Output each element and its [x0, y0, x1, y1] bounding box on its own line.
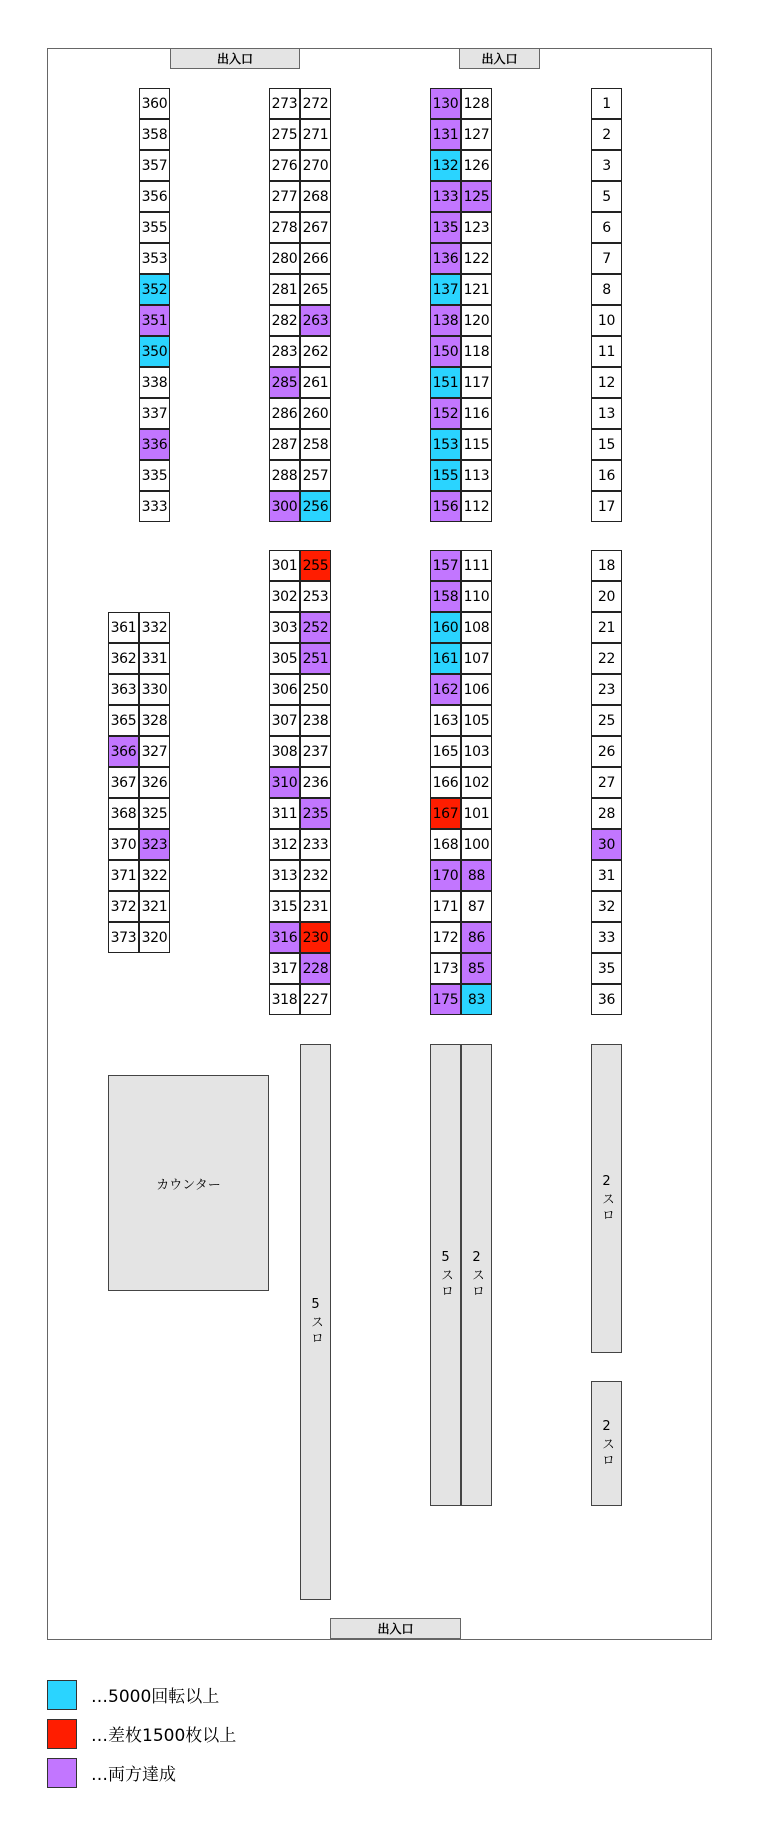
machine-267: 267 — [300, 212, 331, 243]
legend-item-red — [47, 1718, 236, 1749]
machine-130: 130 — [430, 88, 461, 119]
machine-256: 256 — [300, 491, 331, 522]
machine-172: 172 — [430, 922, 461, 953]
machine-338: 338 — [139, 367, 170, 398]
entrance-bottom: 出入口 — [330, 1618, 461, 1639]
counter — [108, 1075, 269, 1291]
machine-227: 227 — [300, 984, 331, 1015]
machine-321: 321 — [139, 891, 170, 922]
machine-156: 156 — [430, 491, 461, 522]
machine-158: 158 — [430, 581, 461, 612]
machine-17: 17 — [591, 491, 622, 522]
counter-label: カウンター — [156, 1177, 221, 1193]
machine-88: 88 — [461, 860, 492, 891]
machine-260: 260 — [300, 398, 331, 429]
machine-166: 166 — [430, 767, 461, 798]
machine-168: 168 — [430, 829, 461, 860]
machine-273: 273 — [269, 88, 300, 119]
machine-102: 102 — [461, 767, 492, 798]
machine-113: 113 — [461, 460, 492, 491]
machine-230: 230 — [300, 922, 331, 953]
machine-335: 335 — [139, 460, 170, 491]
machine-373: 373 — [108, 922, 139, 953]
machine-365: 365 — [108, 705, 139, 736]
machine-371: 371 — [108, 860, 139, 891]
legend-label: …差枚1500枚以上 — [91, 1726, 237, 1746]
machine-175: 175 — [430, 984, 461, 1015]
machine-302: 302 — [269, 581, 300, 612]
slot-island-2slo-upper — [591, 1044, 622, 1353]
machine-107: 107 — [461, 643, 492, 674]
machine-370: 370 — [108, 829, 139, 860]
machine-105: 105 — [461, 705, 492, 736]
machine-300: 300 — [269, 491, 300, 522]
machine-33: 33 — [591, 922, 622, 953]
machine-276: 276 — [269, 150, 300, 181]
island-label: 5スロ — [308, 1297, 323, 1347]
machine-23: 23 — [591, 674, 622, 705]
machine-232: 232 — [300, 860, 331, 891]
machine-125: 125 — [461, 181, 492, 212]
machine-111: 111 — [461, 550, 492, 581]
machine-285: 285 — [269, 367, 300, 398]
machine-238: 238 — [300, 705, 331, 736]
machine-331: 331 — [139, 643, 170, 674]
machine-280: 280 — [269, 243, 300, 274]
machine-153: 153 — [430, 429, 461, 460]
machine-15: 15 — [591, 429, 622, 460]
machine-8: 8 — [591, 274, 622, 305]
machine-120: 120 — [461, 305, 492, 336]
machine-10: 10 — [591, 305, 622, 336]
machine-368: 368 — [108, 798, 139, 829]
slot-island-5slo-center — [300, 1044, 331, 1600]
machine-22: 22 — [591, 643, 622, 674]
machine-272: 272 — [300, 88, 331, 119]
machine-28: 28 — [591, 798, 622, 829]
machine-315: 315 — [269, 891, 300, 922]
machine-112: 112 — [461, 491, 492, 522]
machine-27: 27 — [591, 767, 622, 798]
machine-367: 367 — [108, 767, 139, 798]
machine-126: 126 — [461, 150, 492, 181]
legend-label: …両方達成 — [91, 1765, 176, 1785]
machine-287: 287 — [269, 429, 300, 460]
machine-36: 36 — [591, 984, 622, 1015]
machine-136: 136 — [430, 243, 461, 274]
machine-301: 301 — [269, 550, 300, 581]
island-label: 2スロ — [469, 1250, 484, 1300]
machine-333: 333 — [139, 491, 170, 522]
machine-320: 320 — [139, 922, 170, 953]
machine-366: 366 — [108, 736, 139, 767]
machine-372: 372 — [108, 891, 139, 922]
machine-106: 106 — [461, 674, 492, 705]
machine-252: 252 — [300, 612, 331, 643]
machine-262: 262 — [300, 336, 331, 367]
machine-3: 3 — [591, 150, 622, 181]
machine-328: 328 — [139, 705, 170, 736]
machine-311: 311 — [269, 798, 300, 829]
machine-160: 160 — [430, 612, 461, 643]
machine-161: 161 — [430, 643, 461, 674]
machine-265: 265 — [300, 274, 331, 305]
machine-261: 261 — [300, 367, 331, 398]
machine-258: 258 — [300, 429, 331, 460]
machine-278: 278 — [269, 212, 300, 243]
machine-108: 108 — [461, 612, 492, 643]
machine-18: 18 — [591, 550, 622, 581]
machine-6: 6 — [591, 212, 622, 243]
machine-356: 356 — [139, 181, 170, 212]
entrance-top-right: 出入口 — [459, 48, 540, 69]
machine-332: 332 — [139, 612, 170, 643]
machine-352: 352 — [139, 274, 170, 305]
machine-286: 286 — [269, 398, 300, 429]
machine-288: 288 — [269, 460, 300, 491]
machine-25: 25 — [591, 705, 622, 736]
machine-162: 162 — [430, 674, 461, 705]
machine-85: 85 — [461, 953, 492, 984]
machine-325: 325 — [139, 798, 170, 829]
machine-305: 305 — [269, 643, 300, 674]
island-label: 5スロ — [438, 1250, 453, 1300]
legend-swatch — [47, 1680, 77, 1710]
machine-30: 30 — [591, 829, 622, 860]
machine-127: 127 — [461, 119, 492, 150]
machine-20: 20 — [591, 581, 622, 612]
machine-116: 116 — [461, 398, 492, 429]
machine-31: 31 — [591, 860, 622, 891]
machine-121: 121 — [461, 274, 492, 305]
machine-281: 281 — [269, 274, 300, 305]
machine-353: 353 — [139, 243, 170, 274]
machine-137: 137 — [430, 274, 461, 305]
machine-275: 275 — [269, 119, 300, 150]
machine-110: 110 — [461, 581, 492, 612]
island-label: 2スロ — [599, 1173, 614, 1224]
machine-318: 318 — [269, 984, 300, 1015]
machine-151: 151 — [430, 367, 461, 398]
machine-282: 282 — [269, 305, 300, 336]
machine-312: 312 — [269, 829, 300, 860]
legend-label: …5000回転以上 — [91, 1687, 220, 1707]
machine-363: 363 — [108, 674, 139, 705]
machine-7: 7 — [591, 243, 622, 274]
machine-115: 115 — [461, 429, 492, 460]
machine-283: 283 — [269, 336, 300, 367]
machine-11: 11 — [591, 336, 622, 367]
machine-270: 270 — [300, 150, 331, 181]
machine-236: 236 — [300, 767, 331, 798]
machine-307: 307 — [269, 705, 300, 736]
entrance-top-left: 出入口 — [170, 48, 300, 69]
machine-123: 123 — [461, 212, 492, 243]
machine-255: 255 — [300, 550, 331, 581]
machine-337: 337 — [139, 398, 170, 429]
machine-165: 165 — [430, 736, 461, 767]
machine-233: 233 — [300, 829, 331, 860]
machine-87: 87 — [461, 891, 492, 922]
machine-2: 2 — [591, 119, 622, 150]
slot-island-5slo-right — [430, 1044, 461, 1506]
machine-150: 150 — [430, 336, 461, 367]
machine-306: 306 — [269, 674, 300, 705]
machine-257: 257 — [300, 460, 331, 491]
island-label: 2スロ — [599, 1418, 614, 1469]
machine-103: 103 — [461, 736, 492, 767]
slot-island-2slo-right — [461, 1044, 492, 1506]
machine-326: 326 — [139, 767, 170, 798]
machine-13: 13 — [591, 398, 622, 429]
machine-263: 263 — [300, 305, 331, 336]
machine-83: 83 — [461, 984, 492, 1015]
machine-163: 163 — [430, 705, 461, 736]
machine-251: 251 — [300, 643, 331, 674]
machine-86: 86 — [461, 922, 492, 953]
machine-362: 362 — [108, 643, 139, 674]
machine-170: 170 — [430, 860, 461, 891]
legend-item-cyan — [47, 1679, 219, 1710]
machine-253: 253 — [300, 581, 331, 612]
machine-117: 117 — [461, 367, 492, 398]
machine-16: 16 — [591, 460, 622, 491]
machine-310: 310 — [269, 767, 300, 798]
machine-350: 350 — [139, 336, 170, 367]
machine-171: 171 — [430, 891, 461, 922]
machine-322: 322 — [139, 860, 170, 891]
machine-157: 157 — [430, 550, 461, 581]
machine-308: 308 — [269, 736, 300, 767]
machine-330: 330 — [139, 674, 170, 705]
machine-32: 32 — [591, 891, 622, 922]
machine-21: 21 — [591, 612, 622, 643]
machine-12: 12 — [591, 367, 622, 398]
machine-360: 360 — [139, 88, 170, 119]
machine-303: 303 — [269, 612, 300, 643]
machine-132: 132 — [430, 150, 461, 181]
machine-361: 361 — [108, 612, 139, 643]
legend-item-purple — [47, 1757, 176, 1788]
machine-316: 316 — [269, 922, 300, 953]
machine-277: 277 — [269, 181, 300, 212]
legend-swatch — [47, 1719, 77, 1749]
machine-101: 101 — [461, 798, 492, 829]
machine-271: 271 — [300, 119, 331, 150]
machine-358: 358 — [139, 119, 170, 150]
machine-128: 128 — [461, 88, 492, 119]
machine-100: 100 — [461, 829, 492, 860]
machine-355: 355 — [139, 212, 170, 243]
machine-327: 327 — [139, 736, 170, 767]
machine-250: 250 — [300, 674, 331, 705]
machine-138: 138 — [430, 305, 461, 336]
machine-118: 118 — [461, 336, 492, 367]
machine-35: 35 — [591, 953, 622, 984]
machine-323: 323 — [139, 829, 170, 860]
machine-152: 152 — [430, 398, 461, 429]
machine-237: 237 — [300, 736, 331, 767]
machine-317: 317 — [269, 953, 300, 984]
machine-133: 133 — [430, 181, 461, 212]
machine-357: 357 — [139, 150, 170, 181]
machine-26: 26 — [591, 736, 622, 767]
machine-313: 313 — [269, 860, 300, 891]
machine-231: 231 — [300, 891, 331, 922]
legend-swatch — [47, 1758, 77, 1788]
machine-228: 228 — [300, 953, 331, 984]
machine-266: 266 — [300, 243, 331, 274]
machine-268: 268 — [300, 181, 331, 212]
machine-135: 135 — [430, 212, 461, 243]
machine-131: 131 — [430, 119, 461, 150]
machine-336: 336 — [139, 429, 170, 460]
machine-351: 351 — [139, 305, 170, 336]
machine-155: 155 — [430, 460, 461, 491]
slot-island-2slo-lower — [591, 1381, 622, 1506]
machine-235: 235 — [300, 798, 331, 829]
machine-1: 1 — [591, 88, 622, 119]
machine-5: 5 — [591, 181, 622, 212]
machine-167: 167 — [430, 798, 461, 829]
machine-173: 173 — [430, 953, 461, 984]
machine-122: 122 — [461, 243, 492, 274]
